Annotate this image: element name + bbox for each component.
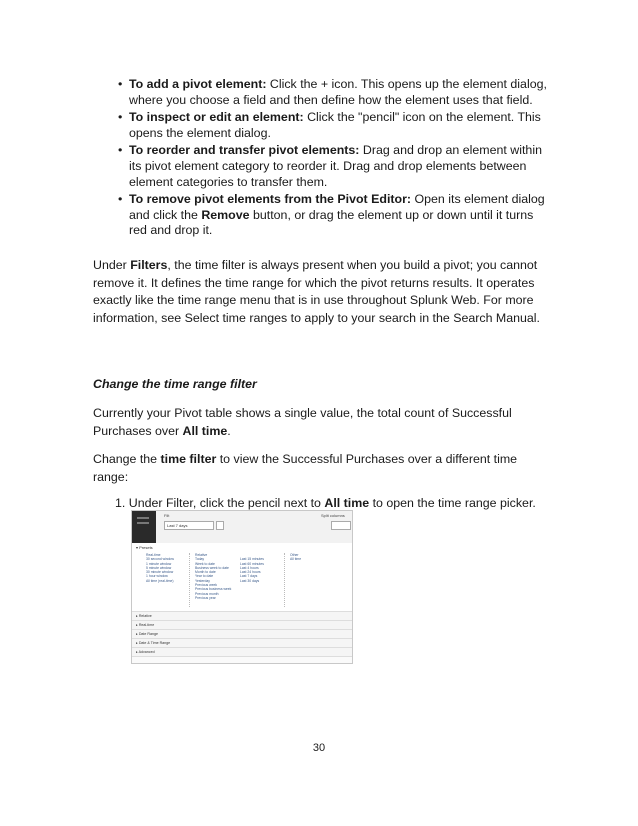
accordion-date-range[interactable]: ▸ Date Range bbox=[132, 630, 352, 639]
screenshot-sidebar bbox=[132, 511, 156, 543]
pencil-icon[interactable] bbox=[216, 521, 224, 530]
time-range-picker-screenshot bbox=[131, 510, 353, 664]
last-n-column bbox=[240, 553, 264, 583]
split-columns-field[interactable] bbox=[331, 521, 351, 530]
preset-item[interactable]: 1 minute window bbox=[146, 561, 172, 566]
preset-item[interactable]: Previous week bbox=[195, 583, 218, 588]
preset-item[interactable]: Previous month bbox=[195, 591, 219, 596]
preset-item: Other bbox=[290, 553, 299, 557]
preset-item[interactable]: All time bbox=[290, 557, 302, 562]
screenshot-topbar bbox=[156, 511, 352, 544]
preset-item[interactable]: Month to date bbox=[195, 570, 216, 575]
preset-item[interactable]: Last 60 minutes bbox=[240, 561, 264, 566]
time-range-select[interactable]: Last 7 days bbox=[164, 521, 214, 530]
bullet-add-element: • To add a pivot element: Click the + icon. This opens up the element dialog, where you choose a field and then define how the element uses that field. bbox=[118, 77, 547, 107]
presets-title[interactable]: ▾ Presets bbox=[136, 545, 153, 550]
preset-item[interactable]: Yesterday bbox=[195, 578, 210, 583]
preset-item[interactable]: Year to date bbox=[195, 574, 214, 579]
chevron-down-icon: ▾ bbox=[136, 545, 140, 550]
preset-item[interactable]: Business week to date bbox=[195, 565, 229, 570]
preset-item[interactable]: Previous year bbox=[195, 595, 216, 600]
change-filter-paragraph: Change the time filter to view the Successful Purchases over a different time range: bbox=[93, 452, 518, 484]
accordion-realtime[interactable]: ▸ Real-time bbox=[132, 621, 352, 630]
preset-item[interactable]: Relative bbox=[195, 553, 208, 557]
preset-item[interactable]: Last 24 hours bbox=[240, 570, 261, 575]
bullet-remove-elements: • To remove pivot elements from the Pivot Editor: Open its element dialog and click the Remove button, or drag the element up or down until it turns red and drop it. bbox=[118, 192, 545, 238]
page-number: 30 bbox=[312, 742, 326, 754]
preset-item[interactable]: 30 minute window bbox=[146, 570, 174, 575]
chevron-right-icon: ▸ bbox=[136, 641, 139, 645]
accordion-relative[interactable]: ▸ Relative bbox=[132, 612, 352, 621]
bullet-list bbox=[118, 77, 548, 241]
realtime-column bbox=[146, 553, 174, 583]
accordion-date-time-range[interactable]: ▸ Date & Time Range bbox=[132, 639, 352, 648]
filter-label: Filt bbox=[164, 513, 170, 518]
preset-item[interactable]: Last 7 days bbox=[240, 574, 258, 579]
preset-item[interactable]: Last 15 minutes bbox=[240, 557, 264, 562]
preset-item[interactable]: All time (real-time) bbox=[146, 578, 174, 583]
preset-item[interactable]: Last 30 days bbox=[240, 578, 260, 583]
chevron-right-icon: ▸ bbox=[136, 632, 139, 636]
preset-item[interactable]: Week to date bbox=[195, 561, 215, 566]
chevron-right-icon: ▸ bbox=[136, 623, 139, 627]
preset-item[interactable]: Previous business week bbox=[195, 587, 232, 592]
preset-item[interactable]: Real-time bbox=[146, 553, 161, 557]
bullet-inspect-element: • To inspect or edit an element: Click the "pencil" icon on the element. This opens the element dialog. bbox=[118, 110, 541, 140]
accordion-advanced[interactable]: ▸ Advanced bbox=[132, 648, 352, 657]
filters-paragraph: Under Filters, the time filter is always present when you build a pivot; you cannot remove it. It defines the time range for which the pivot returns results. It operates exactly like the time range menu that is in use throughout Splunk Web. For more information, see Select time ranges to apply to your search in the Search Manual. bbox=[93, 258, 540, 325]
split-columns-label: Split columns bbox=[321, 513, 345, 518]
bullet-reorder-elements: • To reorder and transfer pivot elements: Drag and drop an element within its pivot element category to reorder it. Drag and drop elements between element categories to transfer them. bbox=[118, 143, 542, 189]
step-1: 1. Under Filter, click the pencil next to All time to open the time range picker. bbox=[115, 496, 536, 510]
preset-item[interactable]: Today bbox=[195, 557, 205, 562]
current-value-paragraph: Currently your Pivot table shows a single value, the total count of Successful Purchases over All time. bbox=[93, 406, 512, 438]
section-heading: Change the time range filter bbox=[93, 377, 257, 391]
relative-column bbox=[195, 553, 231, 600]
preset-item[interactable]: 1 hour window bbox=[146, 574, 168, 579]
preset-item[interactable]: Last 4 hours bbox=[240, 565, 259, 570]
other-column bbox=[290, 553, 301, 562]
presets-panel bbox=[132, 543, 352, 612]
preset-item[interactable]: 5 minute window bbox=[146, 565, 172, 570]
chevron-right-icon: ▸ bbox=[136, 614, 139, 618]
preset-item[interactable]: 30 second window bbox=[146, 557, 174, 562]
chevron-right-icon: ▸ bbox=[136, 650, 139, 654]
